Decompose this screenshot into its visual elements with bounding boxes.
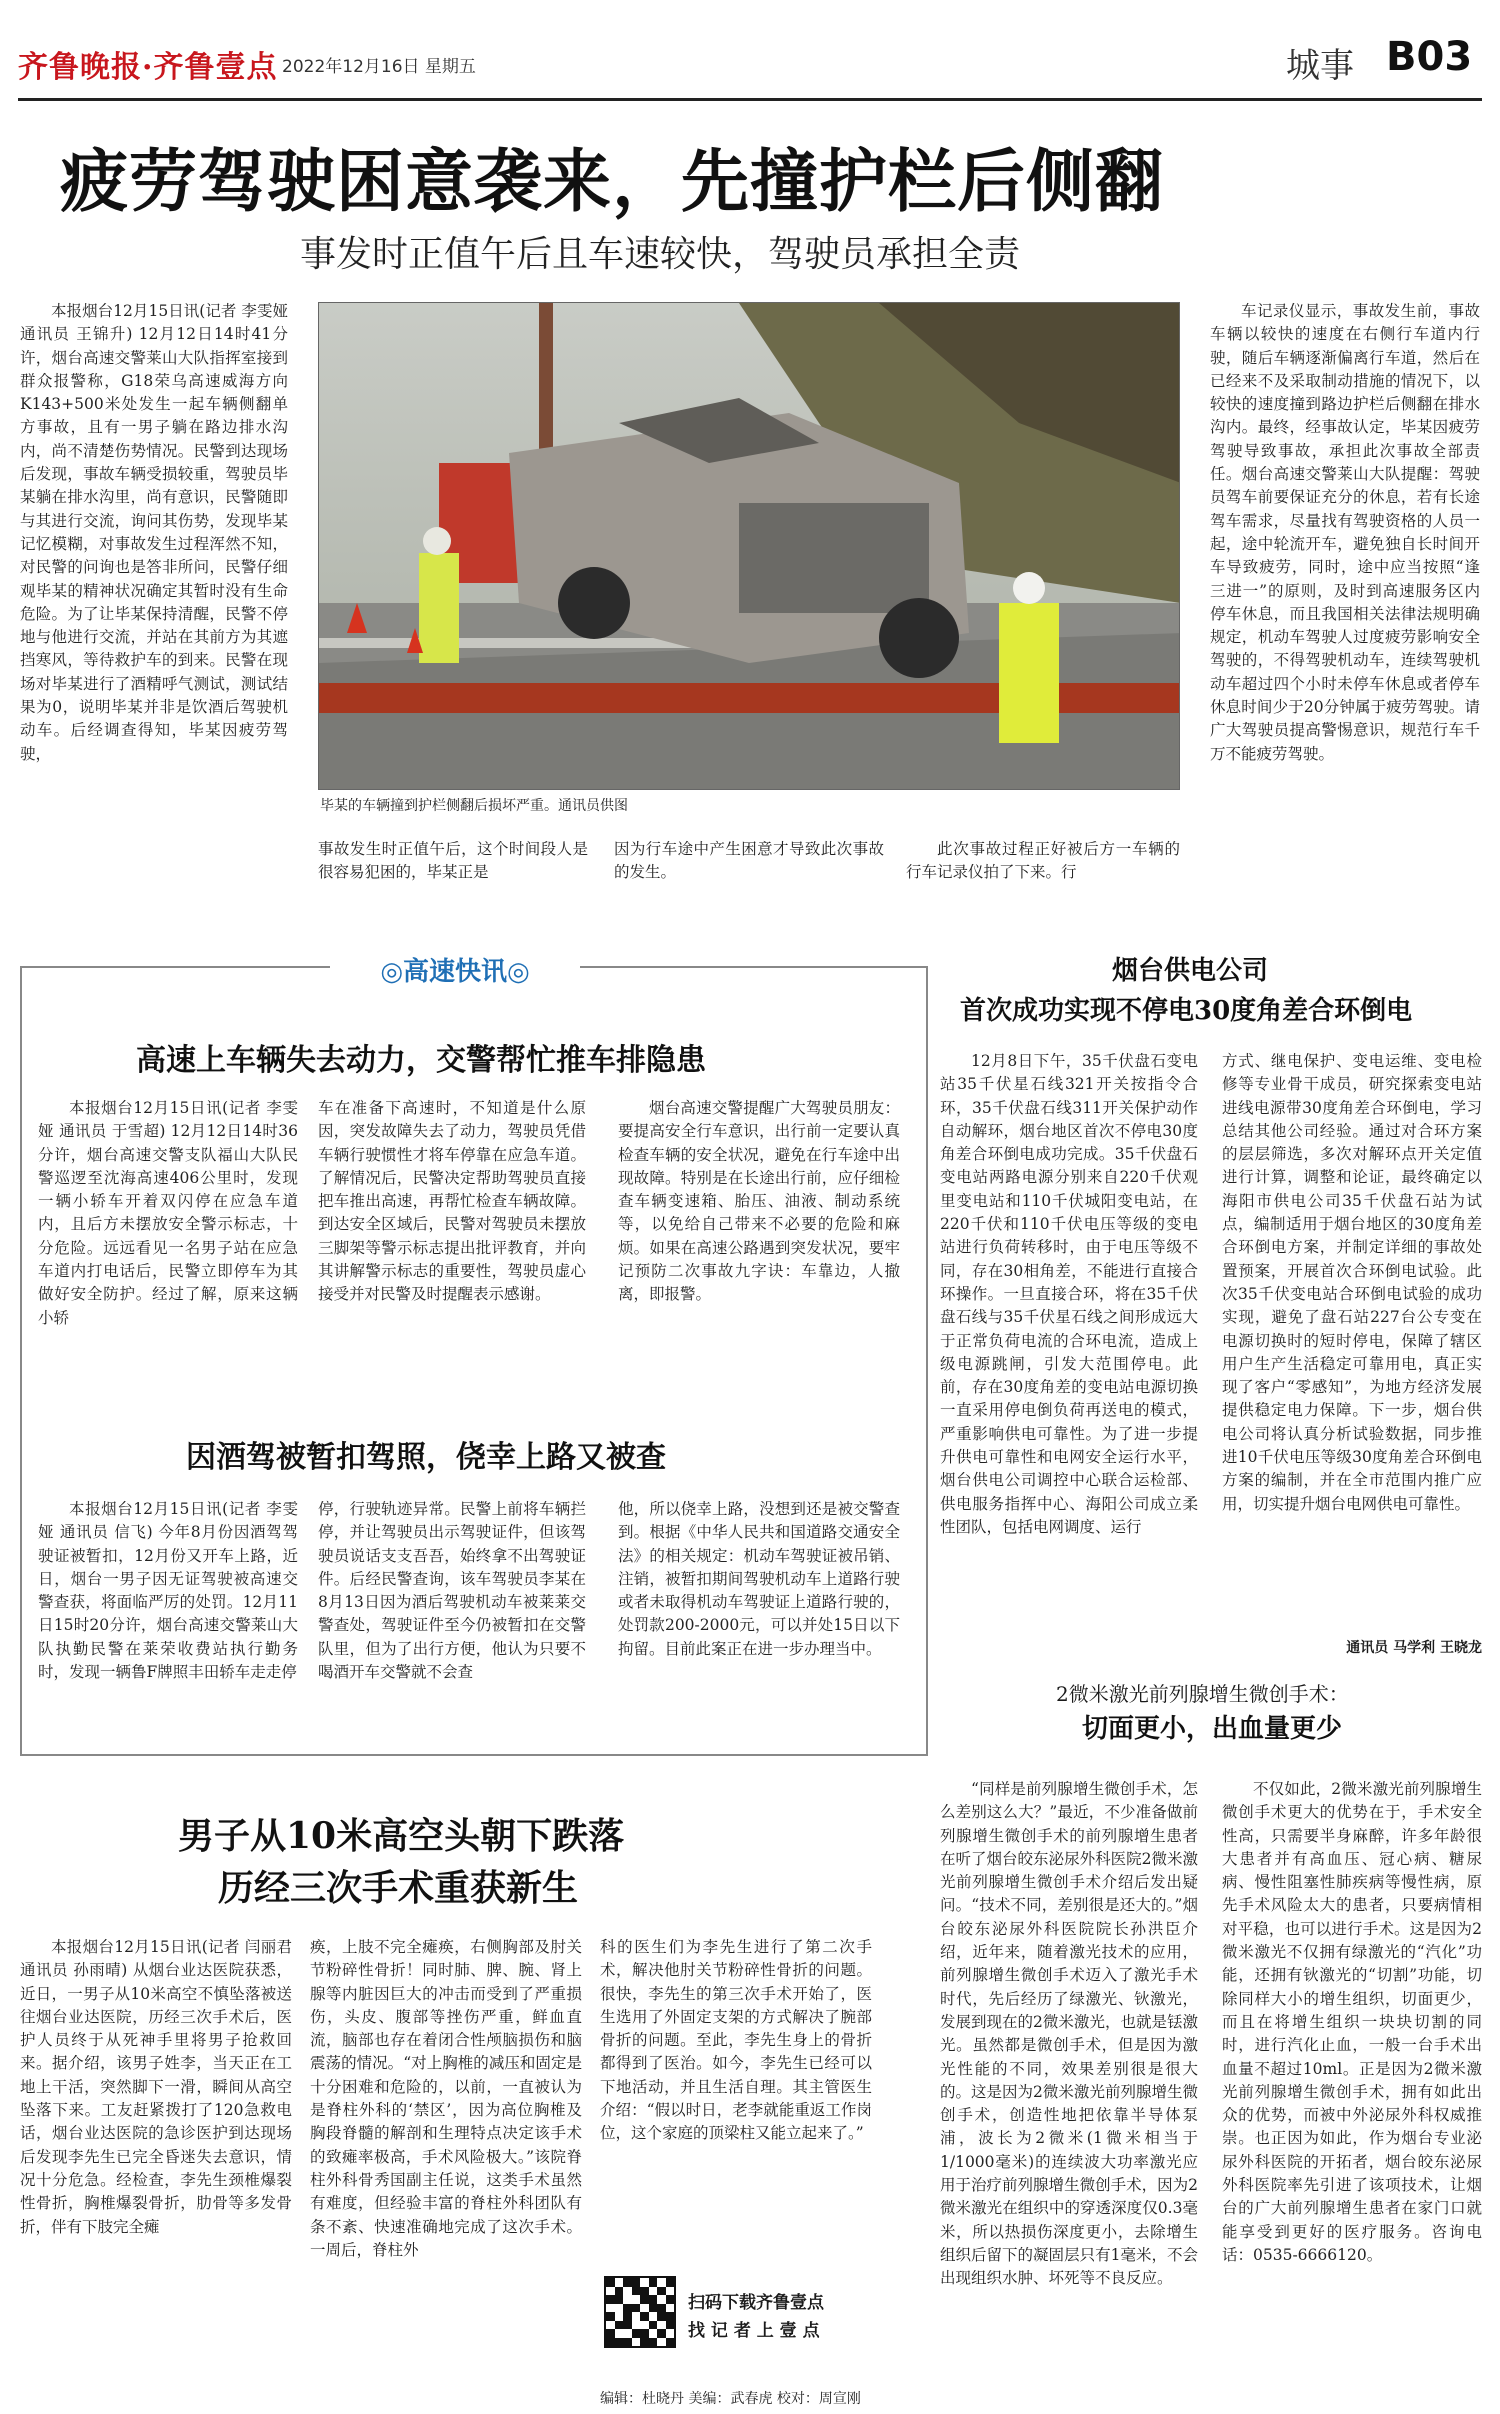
- fall-column-1: 本报烟台12月15日讯(记者 闫丽君 通讯员 孙雨晴) 从烟台业达医院获悉，近日，一男子从10米高空不慎坠落被送往烟台业达医院，历经三次手术后，医护人员终于从死神手里将男子抢救回来。据介绍，该男子姓李，当天正在工地上干活，突然脚下一滑，瞬间从高空坠落下来。工友赶紧拨打了120急救电话，烟台业达医院的急诊医护到达现场后发现李先生已完全昏迷失去意识，情况十分危急。经检查，李先生颈椎爆裂性骨折，胸椎爆裂骨折，肋骨等多发骨折，伴有下肢完全瘫: [20, 1938, 292, 2236]
- power-column-2: 方式、继电保护、变电运维、变电检修等专业骨干成员，研究探索变电站进线电源带30度角差合环倒电，学习总结其他公司经验。通过对合环方案的层层筛选，多次对解环点开关定值进行计算，调整和论证，最终确定以海阳市供电公司35千伏盘石站为试点，编制适用于烟台地区的30度角差合环倒电方案，并制定详细的事故处置预案，开展首次合环倒电试验。此次35千伏变电站合环倒电试验的成功实现，避免了盘石站227台公专变在电源切换时的短时停电，保障了辖区用户生产生活稳定可靠用电，真正实现了客户“零感知”，为地方经济发展提供稳定电力保障。下一步，烟台供电公司将认真分析试验数据，同步推进10千伏电压等级30度角差合环倒电方案的编制，并在全市范围内推广应用，切实提升烟台电网供电可靠性。: [1222, 1052, 1482, 1513]
- power-headline-1: 烟台供电公司: [1112, 956, 1269, 986]
- fall-headline-1: 男子从10米高空头朝下跌落: [178, 1815, 625, 1857]
- lead-subhead: 事发时正值午后且车速较快，驾驶员承担全责: [300, 234, 1021, 275]
- fall-column-3: 科的医生们为李先生进行了第二次手术，解决他肘关节粉碎性骨折的问题。很快，李先生的第三次手术开始了，医生选用了外固定支架的方式解决了腕部骨折的问题。至此，李先生身上的骨折都得到了医治。如今，李先生已经可以下地活动，并且生活自理。其主管医生介绍：“假以时日，老李就能重返工作岗位，这个家庭的顶梁柱又能立起来了。”: [600, 1938, 872, 2143]
- box-article2-col1: 本报烟台12月15日讯(记者 李雯娅 通讯员 信飞) 今年8月份因酒驾驾驶证被暂扣，12月份又开车上路，近日，烟台一男子因无证驾驶被高速交警查获，将面临严厉的处罚。12月11日15时20分许，烟台高速交警莱山大队执勤民警在莱荣收费站执行勤务时，发现一辆鲁F牌照丰田轿车走走停: [38, 1500, 298, 1682]
- box-article1-col3: 烟台高速交警提醒广大驾驶员朋友：要提高安全行车意识，出行前一定要认真检查车辆的安全状况，避免在行车途中出现故障。特别是在长途出行前，应仔细检查车辆变速箱、胎压、油液、制动系统等，以免给自己带来不必要的危险和麻烦。如果在高速公路遇到突发状况，要牢记预防二次事故九字诀：车靠边，人撤离，即报警。: [618, 1099, 900, 1304]
- box-headline-2: 因酒驾被暂扣驾照，侥幸上路又被查: [186, 1440, 666, 1475]
- photo-caption: 毕某的车辆撞到护栏侧翻后损坏严重。通讯员供图: [320, 798, 628, 814]
- box-article1-col1: 本报烟台12月15日讯(记者 李雯娅 通讯员 于雪超) 12月12日14时36分许，烟台高速交警支队福山大队民警巡逻至沈海高速406公里时，发现一辆小轿车开着双闪停在应急车道内，且后方未摆放安全警示标志，十分危险。远远看见一名男子站在应急车道内打电话后，民警立即停车为其做好安全防护。经过了解，原来这辆小轿: [38, 1099, 298, 1327]
- box-headline-1: 高速上车辆失去动力，交警帮忙推车排隐患: [136, 1043, 706, 1078]
- lead-column-3: 因为行车途中产生困意才导致此次事故的发生。: [614, 840, 884, 882]
- laser-column-1: “同样是前列腺增生微创手术，怎么差别这么大？”最近，不少准备做前列腺增生微创手术的前列腺增生患者在听了烟台皎东泌尿外科医院2微米激光前列腺增生微创手术介绍后发出疑问。“技术不同，差别很是还大的。”烟台皎东泌尿外科医院院长孙洪臣介绍，近年来，随着激光技术的应用，前列腺增生微创手术迈入了激光手术时代，先后经历了绿激光、钬激光，发展到现在的2微米激光，也就是铥激光。虽然都是微创手术，但是因为激光性能的不同，效果差别很是很大的。这是因为2微米激光前列腺增生微创手术，创造性地把依靠半导体泵浦，波长为2微米(1微米相当于1/1000毫米)的连续波大功率激光应用于治疗前列腺增生微创手术，因为2微米激光在组织中的穿透深度仅0.3毫米，所以热损伤深度更小，去除增生组织后留下的凝固层只有1毫米，不会出现组织水肿、坏死等不良反应。: [940, 1780, 1198, 2288]
- section-name: 城事: [1286, 46, 1354, 86]
- page-number: B03: [1386, 34, 1473, 80]
- lead-column-1: 本报烟台12月15日讯(记者 李雯娅 通讯员 王锦升) 12月12日14时41分许，烟台高速交警莱山大队指挥室接到群众报警称，G18荣乌高速威海方向K143+500米处发生一起车辆侧翻单方事故，且有一男子躺在路边排水沟内，尚不清楚伤势情况。民警到达现场后发现，事故车辆受损较重，驾驶员毕某躺在排水沟里，尚有意识，民警随即与其进行交流，询问其伤势，发现毕某记忆模糊，对事故发生过程浑然不知，对民警的问询也是答非所问，民警仔细观毕某的精神状况确定其暂时没有生命危险。为了让毕某保持清醒，民警不停地与他进行交流，并站在其前方为其遮挡寒风，等待救护车的到来。民警在现场对毕某进行了酒精呼气测试，测试结果为0，说明毕某并非是饮酒后驾驶机动车。后经调查得知，毕某因疲劳驾驶，: [20, 302, 288, 763]
- power-headline-2: 首次成功实现不停电30度角差合环倒电: [960, 996, 1413, 1026]
- newspaper-logo: 齐鲁晚报·齐鲁壹点: [18, 50, 278, 85]
- lead-column-2: 事故发生时正值午后，这个时间段人是很容易犯困的，毕某正是: [318, 840, 588, 882]
- fall-headline-2: 历经三次手术重获新生: [218, 1867, 579, 1909]
- qr-code[interactable]: [604, 2276, 676, 2348]
- accident-photo: [318, 302, 1180, 790]
- lead-headline: 疲劳驾驶困意袭来，先撞护栏后侧翻: [60, 142, 1165, 222]
- power-author: 通讯员 马学利 王晓龙: [1346, 1640, 1482, 1656]
- laser-column-2: 不仅如此，2微米激光前列腺增生微创手术更大的优势在于，手术安全性高，只需要半身麻醉，许多年龄很大患者并有高血压、冠心病、糖尿病、慢性阻塞性肺疾病等慢性病，原先手术风险太大的患者，只要病情相对平稳，也可以进行手术。这是因为2微米激光不仅拥有绿激光的“汽化”功能，还拥有钬激光的“切割”功能，切除同样大小的增生组织，切面更少，而且在将增生组织一块块切割的同时，进行汽化止血，一般一台手术出血量不超过10ml。正是因为2微米激光前列腺增生微创手术，拥有如此出众的优势，而被中外泌尿外科权威推崇。也正因为如此，作为烟台专业泌尿外科医院的开拓者，烟台皎东泌尿外科医院率先引进了该项技术，让烟台的广大前列腺增生患者在家门口就能享受到更好的医疗服务。咨询电话：0535-6666120。: [1222, 1780, 1482, 2264]
- laser-headline-2: 切面更小，出血量更少: [1082, 1714, 1343, 1744]
- qr-text-reporter: 找 记 者 上 壹 点: [688, 2321, 820, 2341]
- fall-column-2: 痪，上肢不完全瘫痪，右侧胸部及肘关节粉碎性骨折！同时肺、脾、腕、肾上腺等内脏因巨大的冲击而受到了严重损伤，头皮、腹部等挫伤严重，鲜血直流，脑部也存在着闭合性颅脑损伤和脑震荡的情况。“对上胸椎的减压和固定是十分困难和危险的，以前，一直被认为是脊柱外科的‘禁区’，因为高位胸椎及胸段脊髓的解剖和生理特点决定该手术的致瘫率极高，手术风险极大。”该院脊柱外科骨秀国副主任说，这类手术虽然有难度，但经验丰富的脊柱外科团队有条不紊、快速准确地完成了这次手术。一周后，脊柱外: [310, 1938, 582, 2259]
- box-article1-col2: 车在准备下高速时，不知道是什么原因，突发故障失去了动力，驾驶员凭借车辆行驶惯性才将车停靠在应急车道。了解情况后，民警决定帮助驾驶员直接把车推出高速，再帮忙检查车辆故障。到达安全区域后，民警对驾驶员未摆放三脚架等警示标志提出批评教育，并向其讲解警示标志的重要性，驾驶员虚心接受并对民警及时提醒表示感谢。: [318, 1099, 586, 1304]
- lead-column-4: 此次事故过程正好被后方一车辆的行车记录仪拍了下来。行: [906, 840, 1180, 882]
- box-article2-col2: 停，行驶轨迹异常。民警上前将车辆拦停，并让驾驶员出示驾驶证件，但该驾驶员说话支支吾吾，始终拿不出驾驶证件。后经民警查询，该车驾驶员李某在8月13日因为酒后驾驶机动车被莱莱交警查处，驾驶证件至今仍被暂扣在交警队里，但为了出行方便，他认为只要不喝酒开车交警就不会查: [318, 1500, 586, 1682]
- page-credits: 编辑：杜晓丹 美编：武春虎 校对：周宣刚: [600, 2391, 861, 2407]
- issue-date: 2022年12月16日 星期五: [282, 57, 476, 77]
- laser-headline-1: 2微米激光前列腺增生微创手术：: [1056, 1682, 1349, 1706]
- power-column-1: 12月8日下午，35千伏盘石变电站35千伏星石线321开关按指令合环，35千伏盘石线311开关保护动作自动解环，烟台地区首次不停电30度角差合环倒电成功完成。35千伏盘石变电站两路电源分别来自220千伏观里变电站和110千伏城阳变电站，在220千伏和110千伏电压等级的变电站进行负荷转移时，由于电压等级不同，存在30相角差，不能进行直接合环操作。一旦直接合环，将在35千伏盘石线与35千伏星石线之间形成远大于正常负荷电流的合环电流，造成上级电源跳闸，引发大范围停电。此前，存在30度角差的变电站电源切换一直采用停电倒负荷再送电的模式，严重影响供电可靠性。为了进一步提升供电可靠性和电网安全运行水平，烟台供电公司调控中心联合运检部、供电服务指挥中心、海阳公司成立柔性团队，包括电网调度、运行: [940, 1052, 1198, 1536]
- qr-text-download: 扫码下载齐鲁壹点: [688, 2293, 824, 2313]
- box-article2-col3: 他，所以侥幸上路，没想到还是被交警查到。根据《中华人民共和国道路交通安全法》的相关规定：机动车驾驶证被吊销、注销，被暂扣期间驾驶机动车上道路行驶或者未取得机动车驾驶证上道路行驶的，处罚款200-2000元，可以并处15日以下拘留。目前此案正在进一步办理当中。: [618, 1500, 900, 1658]
- lead-column-5: 车记录仪显示，事故发生前，事故车辆以较快的速度在右侧行车道内行驶，随后车辆逐渐偏离行车道，然后在已经来不及采取制动措施的情况下，以较快的速度撞到路边护栏后侧翻在排水沟内。最终，经事故认定，毕某因疲劳驾驶导致事故，承担此次事故全部责任。烟台高速交警莱山大队提醒：驾驶员驾车前要保证充分的休息，若有长途驾车需求，尽量找有驾驶资格的人员一起，途中轮流开车，避免独自长时间开车导致疲劳，同时，途中应当按照“逢三进一”的原则，及时到高速服务区内停车休息，而且我国相关法律法规明确规定，机动车驾驶人过度疲劳影响安全驾驶的，不得驾驶机动车，连续驾驶机动车超过四个小时未停车休息或者停车休息时间少于20分钟属于疲劳驾驶。请广大驾驶员提高警惕意识，规范行车千万不能疲劳驾驶。: [1210, 302, 1480, 763]
- header-rule: [18, 98, 1482, 101]
- highway-news-tag: ◎高速快讯◎: [330, 952, 580, 992]
